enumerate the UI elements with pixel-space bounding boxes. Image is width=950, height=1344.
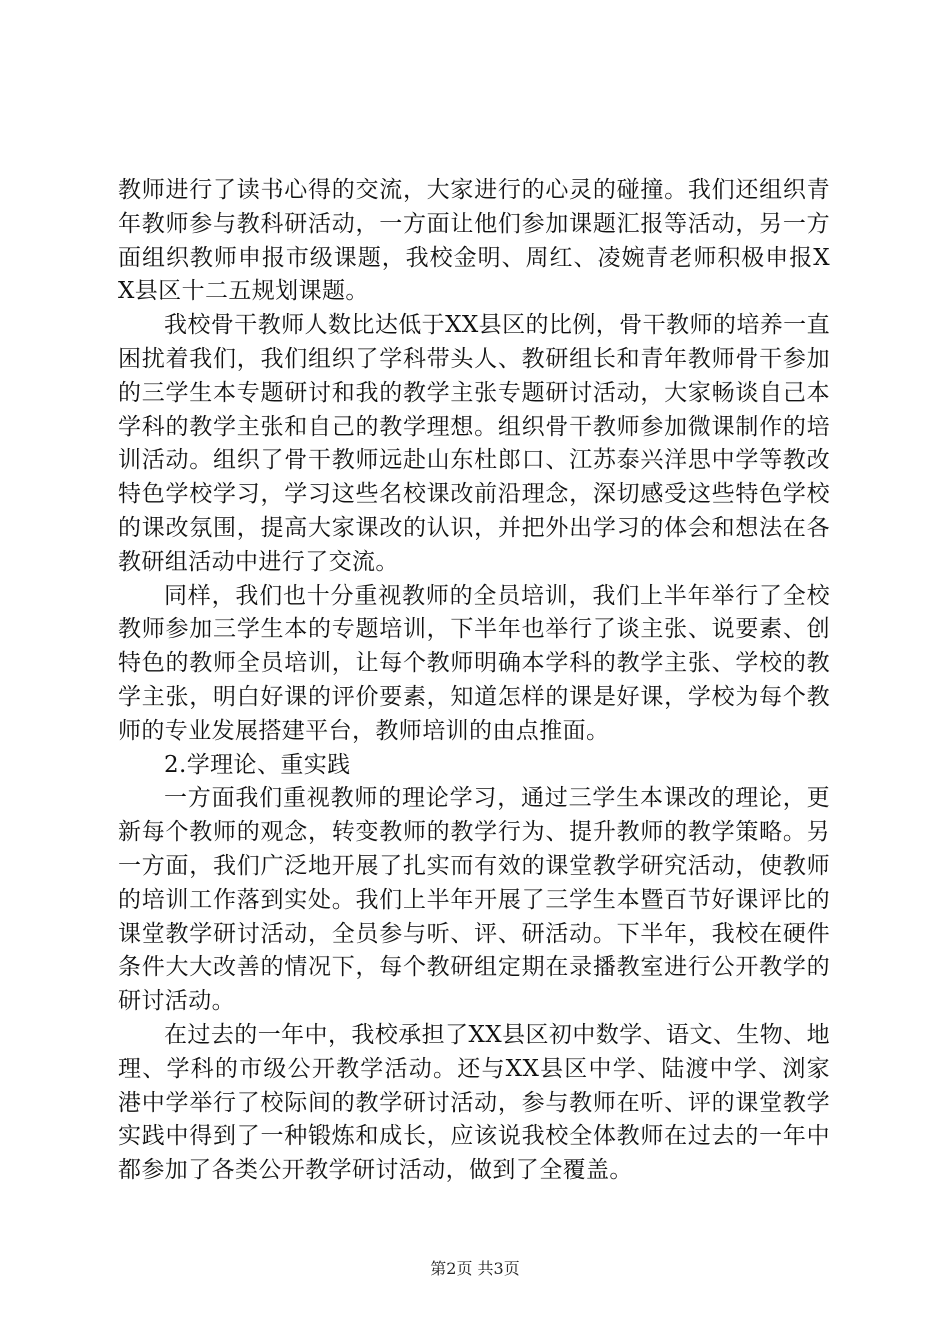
section-heading: 2.学理论、重实践	[164, 751, 351, 778]
paragraph-open-teaching: 在过去的一年中，我校承担了XX县区初中数学、语文、生物、地理、学科的市级公开教学活动。还与XX县区中学、陆渡中学、浏家港中学举行了校际间的教学研讨活动，参与教师在听、评的课堂教学实践中得到了一种锻炼和成长，应该说我校全体教师在过去的一年中都参加了各类公开教学研讨活动，做到了全覆盖。	[118, 1021, 830, 1184]
document-body	[118, 174, 830, 1188]
paragraph-staff-training: 同样，我们也十分重视教师的全员培训，我们上半年举行了全校教师参加三学生本的专题培训，下半年也举行了谈主张、说要素、创特色的教师全员培训，让每个教师明确本学科的教学主张、学校的教学主张，明白好课的评价要素，知道怎样的课是好课，学校为每个教师的专业发展搭建平台，教师培训的由点推面。	[118, 582, 830, 744]
paragraph-backbone-teachers: 我校骨干教师人数比达低于XX县区的比例，骨干教师的培养一直困扰着我们，我们组织了学科带头人、教研组长和青年教师骨干参加的三学生本专题研讨和我的教学主张专题研讨活动，大家畅谈自己本学科的教学主张和自己的教学理想。组织骨干教师参加微课制作的培训活动。组织了骨干教师远赴山东杜郎口、江苏泰兴洋思中学等教改特色学校学习，学习这些名校课改前沿理念，深切感受这些特色学校的课改氛围，提高大家课改的认识，并把外出学习的体会和想法在各教研组活动中进行了交流。	[118, 312, 830, 575]
paragraph-continued: 教师进行了读书心得的交流，大家进行的心灵的碰撞。我们还组织青年教师参与教科研活动，一方面让他们参加课题汇报等活动，另一方面组织教师申报市级课题，我校金明、周红、凌婉青老师积极申报XX县区十二五规划课题。	[118, 177, 830, 305]
paragraph-theory-practice: 一方面我们重视教师的理论学习，通过三学生本课改的理论，更新每个教师的观念，转变教师的教学行为、提升教师的教学策略。另一方面，我们广泛地开展了扎实而有效的课堂教学研究活动，使教师的培训工作落到实处。我们上半年开展了三学生本暨百节好课评比的课堂教学研讨活动，全员参与听、评、研活动。下半年，我校在硬件条件大大改善的情况下，每个教研组定期在录播教室进行公开教学的研讨活动。	[118, 785, 830, 1015]
page-number-footer: 第2页 共3页	[430, 1259, 520, 1278]
